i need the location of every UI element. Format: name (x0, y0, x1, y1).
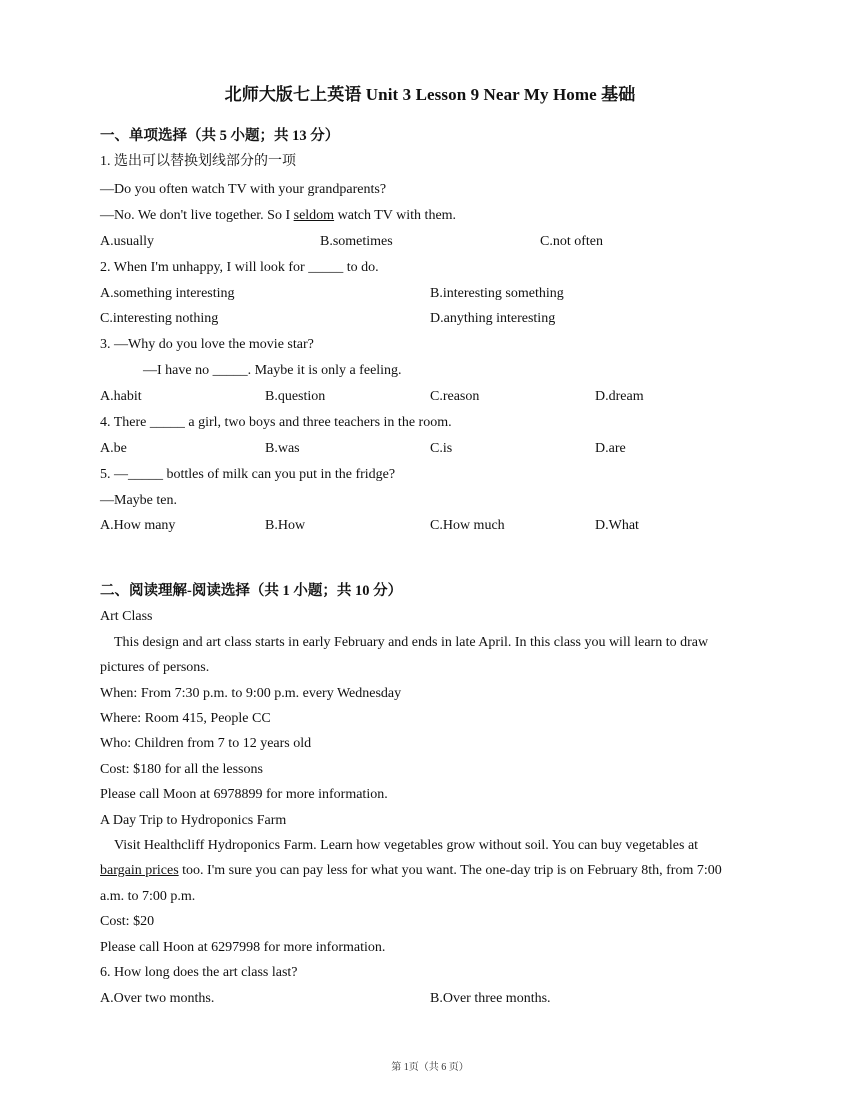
trip-paragraph-line2 (100, 862, 722, 880)
q2-option-a: A.something interesting (100, 286, 235, 301)
q3-option-c: C.reason (430, 389, 480, 404)
art-class-when: When: From 7:30 p.m. to 9:00 p.m. every Wednesday (100, 686, 402, 701)
art-class-paragraph-line1: This design and art class starts in early February and ends in late April. In this class you will learn to draw (114, 635, 709, 650)
q2-option-b: B.interesting something (430, 286, 564, 301)
q6-stem: 6. How long does the art class last? (100, 965, 298, 980)
section1-heading: 一、单项选择（共 5 小题；共 13 分） (100, 128, 340, 144)
art-class-title: Art Class (100, 609, 153, 624)
q4-option-a: A.be (100, 441, 127, 456)
q3-option-a: A.habit (100, 389, 142, 404)
q1-option-a: A.usually (100, 234, 155, 249)
q4-option-b: B.was (265, 441, 300, 456)
q1-stem: 1. 选出可以替换划线部分的一项 (100, 154, 296, 169)
q3-stem: 3. —Why do you love the movie star? (100, 337, 314, 352)
q5-option-b: B.How (265, 518, 306, 533)
q1-line2-after: watch TV with them. (334, 208, 457, 223)
trip-cost: Cost: $20 (100, 914, 155, 929)
q3-option-b: B.question (265, 389, 326, 404)
q1-option-b: B.sometimes (320, 234, 393, 249)
page-footer: 第 1页（共 6 页） (391, 1062, 469, 1073)
trip-paragraph-line2-rest: too. I'm sure you can pay less for what you want. The one-day trip is on February 8th, from 7:00 (178, 863, 722, 878)
art-class-call: Please call Moon at 6978899 for more information. (100, 787, 388, 802)
q6-option-a: A.Over two months. (100, 991, 215, 1006)
art-class-cost: Cost: $180 for all the lessons (100, 762, 263, 777)
q2-stem: 2. When I'm unhappy, I will look for _____ to do. (100, 260, 379, 275)
q4-stem: 4. There _____ a girl, two boys and three teachers in the room. (100, 415, 452, 430)
q1-option-c: C.not often (540, 234, 603, 249)
q2-option-d: D.anything interesting (430, 311, 556, 326)
trip-paragraph-line1: Visit Healthcliff Hydroponics Farm. Learn how vegetables grow without soil. You can buy vegetables at (114, 838, 699, 853)
q6-option-b: B.Over three months. (430, 991, 551, 1006)
q3-line1: —I have no _____. Maybe it is only a feeling. (143, 363, 402, 378)
q5-option-d: D.What (595, 518, 639, 533)
section2-heading: 二、阅读理解-阅读选择（共 1 小题；共 10 分） (100, 583, 403, 599)
trip-call: Please call Hoon at 6297998 for more information. (100, 940, 386, 955)
q1-underlined-word: seldom (293, 208, 335, 223)
page-title: 北师大版七上英语 Unit 3 Lesson 9 Near My Home 基础 (224, 85, 636, 104)
art-class-who: Who: Children from 7 to 12 years old (100, 736, 312, 751)
trip-title: A Day Trip to Hydroponics Farm (100, 813, 287, 828)
q4-option-d: D.are (595, 441, 626, 456)
q1-line2 (100, 207, 456, 225)
trip-paragraph-line3: a.m. to 7:00 p.m. (100, 889, 196, 904)
art-class-where: Where: Room 415, People CC (100, 711, 271, 726)
q5-option-c: C.How much (430, 518, 505, 533)
q2-option-c: C.interesting nothing (100, 311, 219, 326)
q5-option-a: A.How many (100, 518, 176, 533)
q1-line2-before: —No. We don't live together. So I (100, 208, 294, 223)
q4-option-c: C.is (430, 441, 453, 456)
art-class-paragraph-line2: pictures of persons. (100, 660, 210, 675)
q3-option-d: D.dream (595, 389, 644, 404)
q5-stem: 5. —_____ bottles of milk can you put in the fridge? (100, 467, 396, 482)
q1-line1: —Do you often watch TV with your grandparents? (100, 182, 387, 197)
trip-underlined-phrase: bargain prices (100, 863, 179, 878)
q5-line1: —Maybe ten. (100, 493, 177, 508)
